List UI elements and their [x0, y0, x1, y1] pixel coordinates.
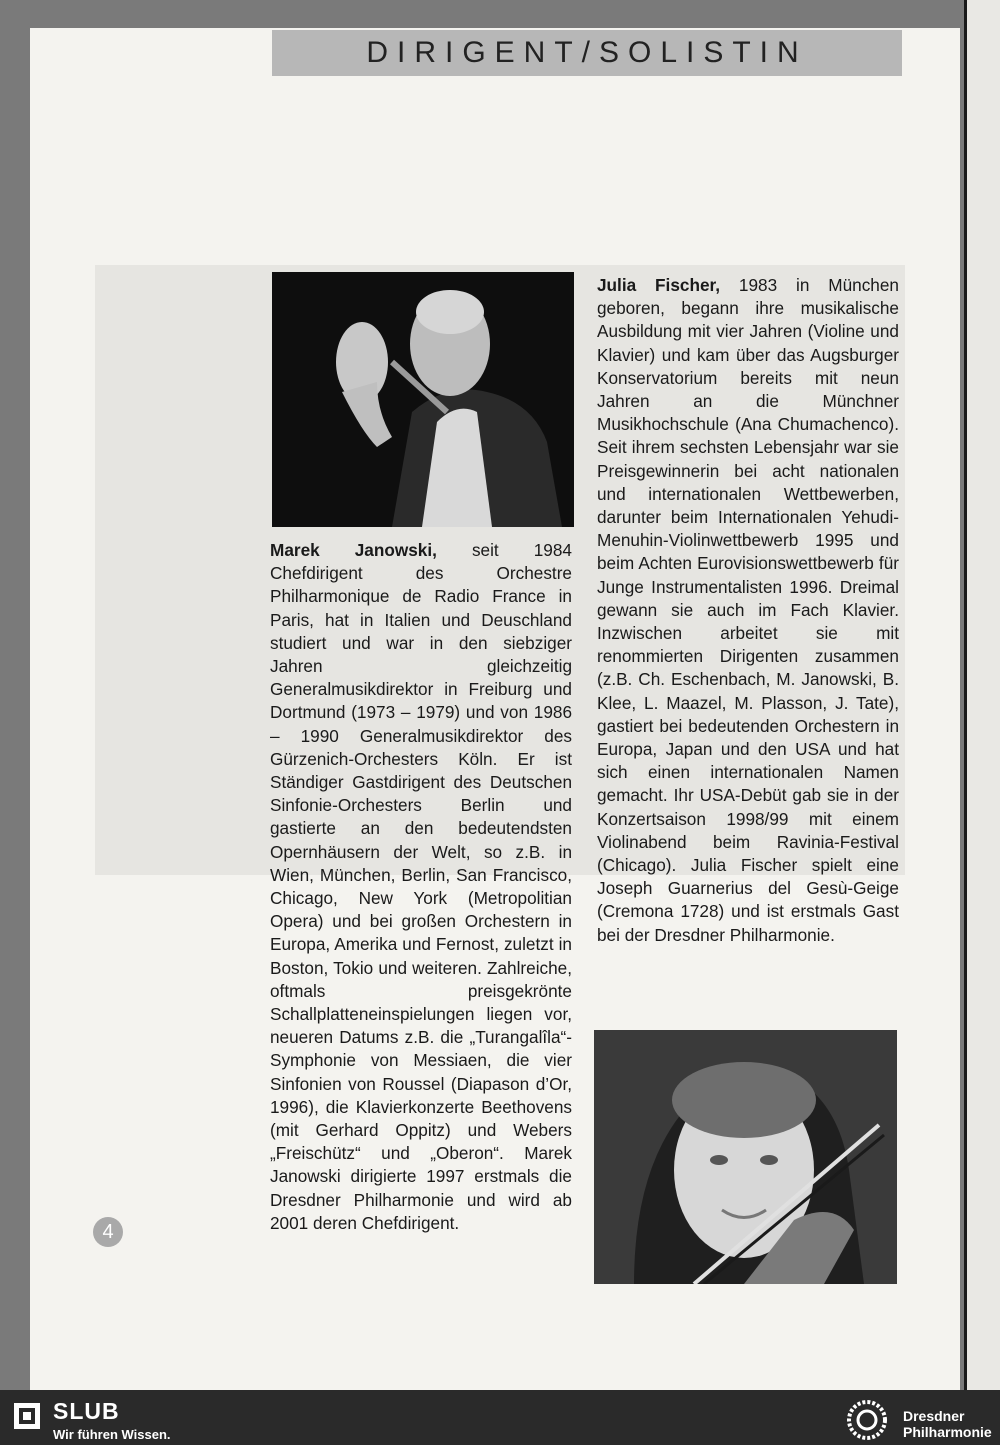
soloist-biography-text: 1983 in München geboren, begann ihre musikalische Ausbildung mit vier Jahren (Violine und Klavier) und kam über das Augsburger Konservatorium bereits mit neun Jahren an die Münchner Musikhochschule (Ana Chumachenco). Seit ihrem sechsten Lebensjahr war sie Preisgewinnerin bei acht nationalen und internationalen Wettbewerben, darunter beim Internationalen Yehudi-Menuhin-Violinwettbewerb 1995 und beim Achten Eurovisionswettbewerb für Junge Instrumentalisten 1996. Dreimal gewann sie auch im Fach Klavier. Inzwischen arbeitet sie mit renommierten Dirigenten zusammen (z.B. Ch. Eschenbach, M. Janowski, B. Klee, L. Maazel, M. Plasson, J. Tate), gastiert bei bedeutenden Orchestern in Europa, Japan und den USA und hat sich einen internationalen Namen gemacht. Ihr USA-Debüt gab sie in der Konzertsaison 1998/99 mit einem Violinabend beim Ravinia-Festival (Chicago). Julia Fischer spielt eine Joseph Guarnerius del Gesù-Geige (Cremona 1728) und ist erstmals Gast bei der Dresdner Philharmonie. [597, 275, 899, 945]
page-number: 4 [93, 1217, 123, 1247]
soloist-biography [597, 274, 899, 947]
conductor-biography-text: seit 1984 Chefdirigent des Orchestre Philharmonique de Radio France in Paris, hat in Italien und Deuschland studiert und war in den siebziger Jahren gleichzeitig Generalmusikdirektor in Freiburg und Dortmund (1973 – 1979) und von 1986 – 1990 Generalmusikdirektor des Gürzenich-Orchesters Köln. Er ist Ständiger Gastdirigent des Deutschen Sinfonie-Orchesters Berlin und gastierte an den bedeutendsten Opernhäusern der Welt, so z.B. in Wien, München, Berlin, San Francisco, Chicago, New York (Metropolitian Opera) und bei großen Orchestern in Europa, Amerika und Fernost, zuletzt in Boston, Tokio und weiteren. Zahlreiche, oftmals preisgekrönte Schallplatteneinspielungen liegen vor, neueren Datums z.B. die „Turangalîla“-Symphonie von Messiaen, die vier Sinfonien von Roussel (Diapason d’Or, 1996), die Klavierkonzerte Beethovens (mit Gerhard Oppitz) und Webers „Freischütz“ und „Oberon“. Marek Janowski dirigierte 1997 erstmals die Dresdner Philharmonie und wird ab 2001 deren Chefdirigent. [270, 540, 572, 1233]
next-page-edge [964, 0, 1000, 1390]
dresdner-philharmonie-name-line1[interactable]: Dresdner [903, 1408, 965, 1424]
violinist-photo [594, 1030, 897, 1284]
page-title: DIRIGENT/SOLISTIN [366, 36, 808, 69]
slub-logo-icon [14, 1403, 40, 1429]
slub-tagline: Wir führen Wissen. [53, 1427, 171, 1442]
conductor-photo [272, 272, 574, 527]
soloist-name: Julia Fischer, [597, 275, 721, 295]
dresdner-philharmonie-logo-icon [842, 1395, 892, 1445]
dresdner-philharmonie-name-line2[interactable]: Philharmonie [903, 1424, 992, 1440]
conductor-biography [270, 539, 572, 1235]
violinist-portrait-image [594, 1030, 897, 1284]
conductor-portrait-image [272, 272, 574, 527]
slub-name[interactable]: SLUB [53, 1398, 120, 1424]
conductor-name: Marek Janowski, [270, 540, 437, 560]
